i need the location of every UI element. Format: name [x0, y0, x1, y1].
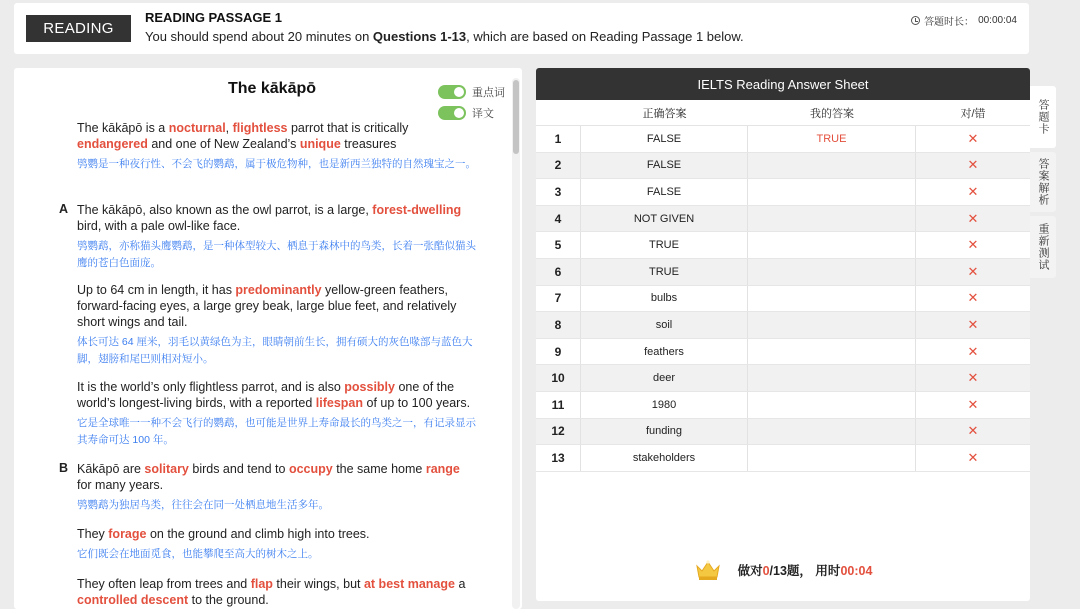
correct-answer: funding	[581, 419, 748, 445]
wrong-mark-icon: ✕	[967, 210, 979, 226]
header-bar	[14, 3, 1029, 54]
tab-answer-explanation[interactable]: 答案解析	[1030, 152, 1056, 212]
a2-cn: 体长可达 64 厘米，羽毛以黄绿色为主，眼睛朝前生长，拥有硕大的灰色喙部与蓝色大脚，翅膀和尾巴则相对短小。	[77, 336, 473, 365]
my-answer	[748, 445, 916, 471]
answer-sheet	[536, 68, 1030, 601]
intro-cn: 鸮鹦是一种夜行性、不会飞的鹦鹉，属于极危物种，也是新西兰独特的自然瑰宝之一。	[77, 158, 476, 170]
correct-answer: 1980	[581, 392, 748, 418]
keyword-toggle-row	[438, 84, 505, 100]
answer-row	[536, 445, 1030, 472]
correct-answer: FALSE	[581, 153, 748, 179]
answer-row	[536, 153, 1030, 180]
keyword-toggle[interactable]	[438, 85, 466, 99]
translation-toggle-row	[438, 105, 494, 121]
question-number: 10	[536, 365, 581, 391]
passage-panel	[14, 68, 522, 609]
correct-answer: bulbs	[581, 286, 748, 312]
translation-toggle-label: 译文	[472, 108, 494, 120]
answer-sheet-title: IELTS Reading Answer Sheet	[536, 68, 1030, 100]
wrong-mark-icon: ✕	[967, 237, 979, 253]
answer-row	[536, 286, 1030, 313]
col-number	[536, 100, 581, 125]
answer-row	[536, 232, 1030, 259]
answer-row	[536, 206, 1030, 233]
correct-answer: TRUE	[581, 259, 748, 285]
my-answer	[748, 179, 916, 205]
crown-icon	[694, 559, 722, 581]
my-answer	[748, 259, 916, 285]
paragraph-a1	[77, 202, 477, 272]
wrong-mark-icon: ✕	[967, 370, 979, 386]
answer-sheet-header	[536, 100, 1030, 126]
passage-instruction: You should spend about 20 minutes on Questions 1-13, which are based on Reading Passage 1 below.	[145, 29, 744, 44]
paragraph-b2	[77, 526, 477, 563]
answer-row	[536, 419, 1030, 446]
answer-row	[536, 259, 1030, 286]
reading-button[interactable]: READING	[26, 15, 131, 42]
a3-en: It is the world’s only flightless parrot, and is also possibly one of the world’s longest-living birds, with a reported lifespan of up to 100 years.	[77, 380, 471, 410]
wrong-mark-icon: ✕	[967, 449, 979, 465]
wrong-mark-icon: ✕	[967, 343, 979, 359]
wrong-mark-icon: ✕	[967, 396, 979, 412]
question-number: 13	[536, 445, 581, 471]
question-number: 8	[536, 312, 581, 338]
question-number: 9	[536, 339, 581, 365]
question-number: 3	[536, 179, 581, 205]
score-text: 做对0/13题， 用时00:04	[737, 564, 873, 578]
paragraph-b3	[77, 576, 477, 608]
correct-answer: feathers	[581, 339, 748, 365]
correct-answer: deer	[581, 365, 748, 391]
b3-en: They often leap from trees and flap their wings, but at best manage a controlled descent to the ground.	[77, 577, 466, 607]
section-b-label: B	[59, 461, 69, 475]
question-number: 12	[536, 419, 581, 445]
section-a-label: A	[59, 202, 69, 216]
intro-paragraph	[77, 120, 477, 173]
my-answer	[748, 206, 916, 232]
my-answer	[748, 312, 916, 338]
keyword-toggle-label: 重点词	[472, 87, 505, 99]
b2-cn: 它们既会在地面觅食，也能攀爬至高大的树木之上。	[77, 548, 319, 560]
clock-icon	[911, 16, 920, 25]
my-answer	[748, 419, 916, 445]
correct-answer: FALSE	[581, 179, 748, 205]
question-number: 11	[536, 392, 581, 418]
wrong-mark-icon: ✕	[967, 290, 979, 306]
tab-retest[interactable]: 重新测试	[1030, 216, 1056, 278]
a2-en: Up to 64 cm in length, it has predominantly yellow-green feathers, forward-facing eyes, a large grey beak, large blue feet, and relatively short wings and tail.	[77, 283, 457, 329]
wrong-mark-icon: ✕	[967, 423, 979, 439]
a3-cn: 它是全球唯一一种不会飞行的鹦鹉，也可能是世界上寿命最长的鸟类之一，有记录显示其寿命可达 100 年。	[77, 417, 476, 446]
answer-rows	[536, 126, 1030, 472]
passage-scrollbar[interactable]	[512, 78, 520, 609]
passage-heading: READING PASSAGE 1	[145, 10, 283, 25]
tab-answer-card[interactable]: 答题卡	[1030, 86, 1056, 148]
b2-en: They forage on the ground and climb high into trees.	[77, 527, 370, 541]
b1-en: Kākāpō are solitary birds and tend to occupy the same home range for many years.	[77, 462, 460, 492]
wrong-mark-icon: ✕	[967, 263, 979, 279]
b1-cn: 鸮鹦鹉为独居鸟类，往往会在同一处栖息地生活多年。	[77, 499, 329, 511]
a1-en: The kākāpō, also known as the owl parrot, is a large, forest-dwelling bird, with a pale owl-like face.	[77, 203, 462, 233]
col-mine: 我的答案	[810, 107, 854, 120]
question-number: 2	[536, 153, 581, 179]
answer-row	[536, 312, 1030, 339]
answer-row	[536, 339, 1030, 366]
wrong-mark-icon: ✕	[967, 157, 979, 173]
scrollbar-thumb[interactable]	[513, 80, 519, 154]
paragraph-a3	[77, 379, 477, 449]
paragraph-b1	[77, 461, 477, 514]
my-answer: TRUE	[748, 126, 916, 152]
answer-row	[536, 179, 1030, 206]
a1-cn: 鸮鹦鹉，亦称猫头鹰鹦鹉，是一种体型较大、栖息于森林中的鸟类，长着一张酷似猫头鹰的苍白色面庞。	[77, 240, 476, 269]
translation-toggle[interactable]	[438, 106, 466, 120]
correct-answer: FALSE	[581, 126, 748, 152]
wrong-mark-icon: ✕	[967, 183, 979, 199]
my-answer	[748, 365, 916, 391]
correct-answer: TRUE	[581, 232, 748, 258]
my-answer	[748, 339, 916, 365]
answer-row	[536, 126, 1030, 153]
intro-en: The kākāpō is a nocturnal, flightless parrot that is critically endangered and one of New Zealand’s unique treasures	[77, 121, 409, 151]
correct-answer: NOT GIVEN	[581, 206, 748, 232]
score-summary	[536, 559, 1030, 581]
correct-answer: soil	[581, 312, 748, 338]
my-answer	[748, 232, 916, 258]
question-number: 5	[536, 232, 581, 258]
my-answer	[748, 392, 916, 418]
question-number: 1	[536, 126, 581, 152]
wrong-mark-icon: ✕	[967, 130, 979, 146]
correct-answer: stakeholders	[581, 445, 748, 471]
my-answer	[748, 153, 916, 179]
passage-title: The kākāpō	[227, 80, 317, 97]
answer-row	[536, 365, 1030, 392]
question-number: 7	[536, 286, 581, 312]
wrong-mark-icon: ✕	[967, 316, 979, 332]
question-number: 4	[536, 206, 581, 232]
my-answer	[748, 286, 916, 312]
paragraph-a2	[77, 282, 477, 368]
answer-timer: 答题时长： 00:00:04	[911, 13, 1017, 28]
question-number: 6	[536, 259, 581, 285]
col-correct: 正确答案	[642, 107, 687, 120]
col-mark: 对/错	[960, 107, 986, 120]
answer-row	[536, 392, 1030, 419]
